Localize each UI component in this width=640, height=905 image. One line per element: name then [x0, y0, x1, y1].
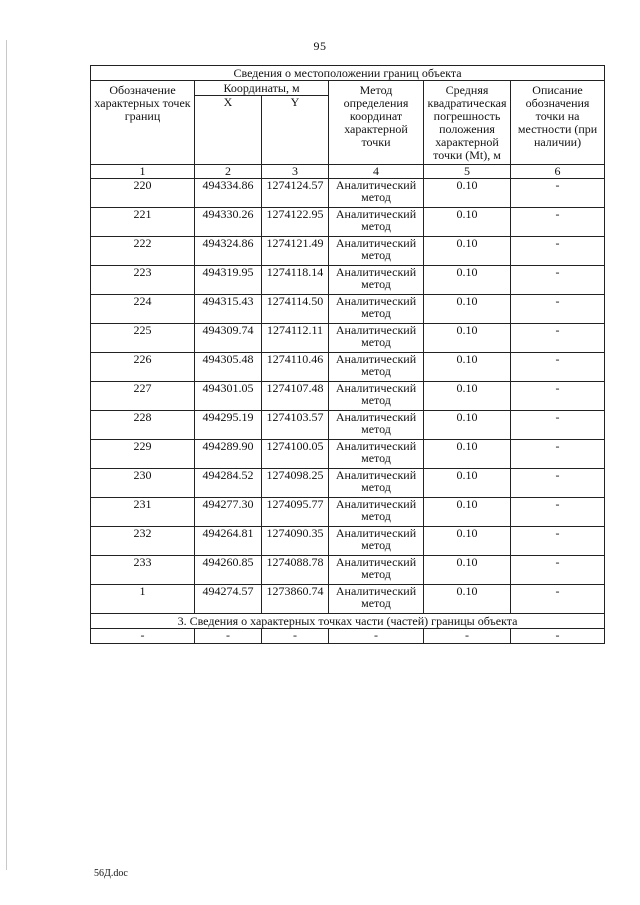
method-cell: Аналитический метод — [329, 585, 424, 614]
y-coordinate-cell: 1274112.11 — [262, 324, 329, 353]
x-coordinate-cell: 494309.74 — [195, 324, 262, 353]
precision-cell: 0.10 — [424, 295, 511, 324]
y-coordinate-cell: 1274124.57 — [262, 179, 329, 208]
table-row — [91, 208, 605, 237]
header-coordinates: Координаты, м — [195, 81, 329, 96]
method-cell: Аналитический метод — [329, 324, 424, 353]
description-cell: - — [511, 324, 605, 353]
x-coordinate-cell: 494284.52 — [195, 469, 262, 498]
description-cell: - — [511, 527, 605, 556]
x-coordinate-cell: 494305.48 — [195, 353, 262, 382]
precision-cell: 0.10 — [424, 237, 511, 266]
precision-cell: 0.10 — [424, 440, 511, 469]
section-3-row — [91, 629, 605, 644]
precision-cell: 0.10 — [424, 266, 511, 295]
description-cell: - — [511, 295, 605, 324]
column-number: 5 — [424, 165, 511, 179]
point-label-cell: 220 — [91, 179, 195, 208]
header-description: Описание обозначения точки на местности (при наличии) — [511, 81, 605, 165]
x-coordinate-cell: 494295.19 — [195, 411, 262, 440]
precision-cell: 0.10 — [424, 498, 511, 527]
description-cell: - — [511, 411, 605, 440]
precision-cell: 0.10 — [424, 179, 511, 208]
precision-cell: 0.10 — [424, 527, 511, 556]
method-cell: Аналитический метод — [329, 237, 424, 266]
y-coordinate-cell: 1274121.49 — [262, 237, 329, 266]
method-cell: Аналитический метод — [329, 527, 424, 556]
page-number: 95 — [313, 39, 327, 53]
description-cell: - — [511, 498, 605, 527]
column-number: 4 — [329, 165, 424, 179]
point-label-cell: 230 — [91, 469, 195, 498]
y-coordinate-cell: 1274090.35 — [262, 527, 329, 556]
point-label-cell: 222 — [91, 237, 195, 266]
left-margin-mark — [6, 40, 7, 870]
y-coordinate-cell: 1274107.48 — [262, 382, 329, 411]
table-cell: - — [262, 629, 329, 644]
description-cell: - — [511, 266, 605, 295]
x-coordinate-cell: 494301.05 — [195, 382, 262, 411]
x-coordinate-cell: 494277.30 — [195, 498, 262, 527]
method-cell: Аналитический метод — [329, 353, 424, 382]
method-cell: Аналитический метод — [329, 556, 424, 585]
precision-cell: 0.10 — [424, 208, 511, 237]
precision-cell: 0.10 — [424, 585, 511, 614]
table-row — [91, 498, 605, 527]
method-cell: Аналитический метод — [329, 411, 424, 440]
precision-cell: 0.10 — [424, 353, 511, 382]
description-cell: - — [511, 179, 605, 208]
header-point-label: Обозначение характерных точек границ — [91, 81, 195, 165]
precision-cell: 0.10 — [424, 382, 511, 411]
x-coordinate-cell: 494315.43 — [195, 295, 262, 324]
method-cell: Аналитический метод — [329, 208, 424, 237]
precision-cell: 0.10 — [424, 469, 511, 498]
description-cell: - — [511, 208, 605, 237]
point-label-cell: 233 — [91, 556, 195, 585]
column-number: 3 — [262, 165, 329, 179]
table-row — [91, 295, 605, 324]
method-cell: Аналитический метод — [329, 382, 424, 411]
method-cell: Аналитический метод — [329, 440, 424, 469]
method-cell: Аналитический метод — [329, 469, 424, 498]
header-precision: Средняя квадратическая погрешность положения характерной точки (Mt), м — [424, 81, 511, 165]
column-number: 6 — [511, 165, 605, 179]
y-coordinate-cell: 1274095.77 — [262, 498, 329, 527]
x-coordinate-cell: 494319.95 — [195, 266, 262, 295]
point-label-cell: 227 — [91, 382, 195, 411]
header-method: Метод определения координат характерной точки — [329, 81, 424, 165]
y-coordinate-cell: 1274114.50 — [262, 295, 329, 324]
description-cell: - — [511, 469, 605, 498]
table-cell: - — [511, 629, 605, 644]
precision-cell: 0.10 — [424, 324, 511, 353]
x-coordinate-cell: 494289.90 — [195, 440, 262, 469]
description-cell: - — [511, 440, 605, 469]
point-label-cell: 229 — [91, 440, 195, 469]
description-cell: - — [511, 353, 605, 382]
x-coordinate-cell: 494330.26 — [195, 208, 262, 237]
x-coordinate-cell: 494260.85 — [195, 556, 262, 585]
header-x: X — [195, 96, 262, 165]
y-coordinate-cell: 1274088.78 — [262, 556, 329, 585]
precision-cell: 0.10 — [424, 556, 511, 585]
point-label-cell: 225 — [91, 324, 195, 353]
table-cell: - — [195, 629, 262, 644]
description-cell: - — [511, 382, 605, 411]
point-label-cell: 232 — [91, 527, 195, 556]
boundary-table-container — [90, 65, 604, 644]
y-coordinate-cell: 1274122.95 — [262, 208, 329, 237]
description-cell: - — [511, 237, 605, 266]
point-label-cell: 231 — [91, 498, 195, 527]
x-coordinate-cell: 494274.57 — [195, 585, 262, 614]
column-number: 2 — [195, 165, 262, 179]
section-3-title: 3. Сведения о характерных точках части (частей) границы объекта — [91, 614, 605, 629]
table-row — [91, 382, 605, 411]
table-title: Сведения о местоположении границ объекта — [91, 66, 605, 81]
point-label-cell: 228 — [91, 411, 195, 440]
point-label-cell: 221 — [91, 208, 195, 237]
point-label-cell: 226 — [91, 353, 195, 382]
method-cell: Аналитический метод — [329, 295, 424, 324]
table-row — [91, 324, 605, 353]
y-coordinate-cell: 1273860.74 — [262, 585, 329, 614]
table-row — [91, 237, 605, 266]
x-coordinate-cell: 494334.86 — [195, 179, 262, 208]
method-cell: Аналитический метод — [329, 266, 424, 295]
point-label-cell: 223 — [91, 266, 195, 295]
table-row — [91, 179, 605, 208]
description-cell: - — [511, 556, 605, 585]
point-label-cell: 224 — [91, 295, 195, 324]
y-coordinate-cell: 1274103.57 — [262, 411, 329, 440]
boundary-table — [90, 65, 605, 644]
method-cell: Аналитический метод — [329, 179, 424, 208]
point-label-cell: 1 — [91, 585, 195, 614]
table-row — [91, 411, 605, 440]
y-coordinate-cell: 1274098.25 — [262, 469, 329, 498]
y-coordinate-cell: 1274118.14 — [262, 266, 329, 295]
table-row — [91, 353, 605, 382]
x-coordinate-cell: 494264.81 — [195, 527, 262, 556]
method-cell: Аналитический метод — [329, 498, 424, 527]
table-row — [91, 527, 605, 556]
table-row — [91, 469, 605, 498]
table-row — [91, 266, 605, 295]
x-coordinate-cell: 494324.86 — [195, 237, 262, 266]
y-coordinate-cell: 1274110.46 — [262, 353, 329, 382]
precision-cell: 0.10 — [424, 411, 511, 440]
table-row — [91, 585, 605, 614]
table-row — [91, 440, 605, 469]
table-cell: - — [424, 629, 511, 644]
y-coordinate-cell: 1274100.05 — [262, 440, 329, 469]
description-cell: - — [511, 585, 605, 614]
table-row — [91, 556, 605, 585]
table-cell: - — [91, 629, 195, 644]
table-cell: - — [329, 629, 424, 644]
header-y: Y — [262, 96, 329, 165]
column-number-row — [91, 165, 605, 179]
footer-filename: 56Д.doc — [94, 868, 128, 879]
column-number: 1 — [91, 165, 195, 179]
